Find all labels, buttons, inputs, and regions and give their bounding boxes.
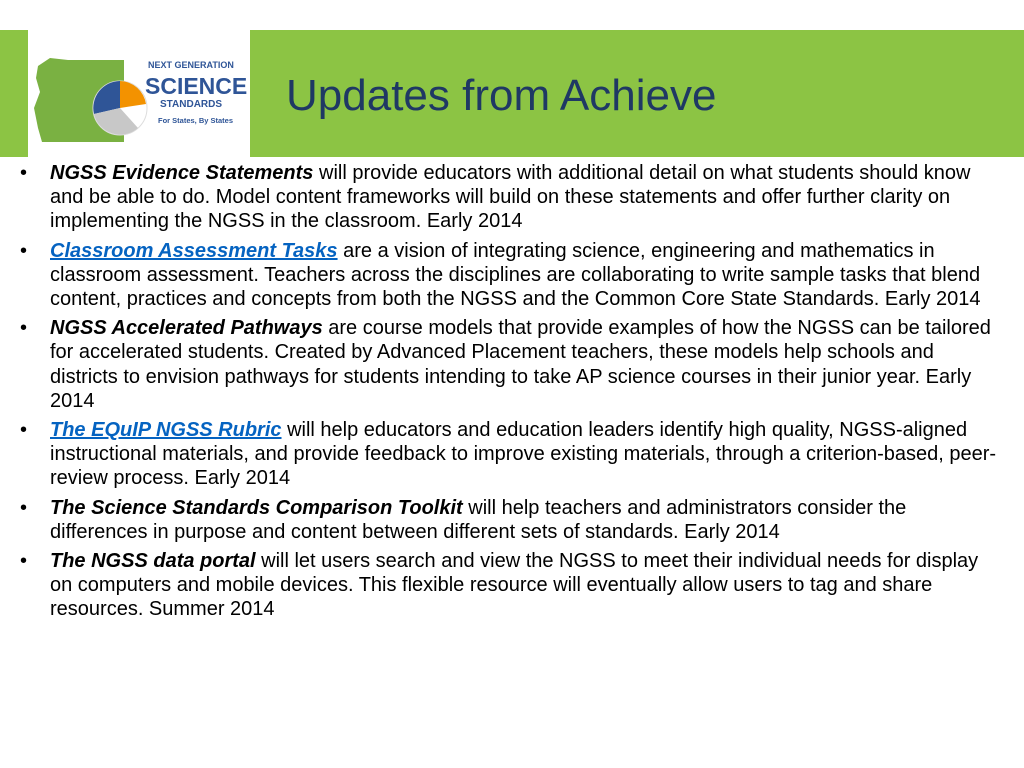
- list-item: [20, 418, 1005, 491]
- item-description: will let users search and view the NGSS to meet their individual needs for display on computers and mobile devices. This flexible resource will eventually allow users to tag and share resources. Summer 2014: [50, 550, 979, 621]
- emblem-orange-slice: [120, 81, 146, 108]
- list-item: [20, 161, 1005, 234]
- slide-title: Updates from Achieve: [286, 71, 717, 120]
- item-description: will help educators and education leaders identify high quality, NGSS-aligned instructional materials, and provide feedback to improve existing materials, through a criterion-based, peer-review process. Early 2014: [50, 419, 997, 490]
- slide-body: [20, 161, 1005, 627]
- logo-line3: STANDARDS: [160, 99, 223, 110]
- item-term-link[interactable]: The EQuIP NGSS Rubric: [50, 419, 282, 442]
- bullet-icon: •: [20, 239, 28, 262]
- bullet-icon: •: [20, 496, 28, 519]
- item-term: The Science Standards Comparison Toolkit: [50, 496, 463, 519]
- list-item: [20, 549, 1005, 622]
- bullet-icon: •: [20, 550, 28, 573]
- logo-line1: NEXT GENERATION: [148, 60, 234, 70]
- bullet-icon: •: [20, 317, 28, 340]
- item-term-link[interactable]: Classroom Assessment Tasks: [50, 239, 338, 262]
- item-term: NGSS Evidence Statements: [50, 162, 314, 184]
- logo-line2: SCIENCE: [145, 73, 248, 99]
- list-item: [20, 239, 1005, 312]
- list-item: [20, 316, 1005, 413]
- logo-line4: For States, By States: [158, 116, 234, 125]
- ngss-logo-graphic: [28, 30, 250, 157]
- item-description: will help teachers and administrators consider the differences in purpose and content between different sets of standards. Early 2014: [50, 496, 907, 543]
- list-item: [20, 496, 1005, 544]
- updates-list: [20, 161, 1005, 622]
- item-term: NGSS Accelerated Pathways: [50, 317, 323, 340]
- bullet-icon: •: [20, 162, 28, 184]
- item-description: are a vision of integrating science, engineering and mathematics in classroom assessment. Teachers across the disciplines are collaborating to write sample tasks that blend content, practices and concepts from both the NGSS and the Common Core State Standards. Early 2014: [50, 239, 981, 311]
- ngss-logo: [28, 30, 250, 157]
- bullet-icon: •: [20, 419, 28, 442]
- item-description: will provide educators with additional detail on what students should know and be able to do. Model content frameworks will build on these statements and offer further clarity on implementing the NGSS in the classroom. Early 2014: [50, 162, 971, 233]
- item-term: The NGSS data portal: [50, 550, 256, 573]
- item-description: are course models that provide examples of how the NGSS can be tailored for accelerated students. Created by Advanced Placement teachers, these models help schools and districts to envision pathways for students intending to take AP science courses in their junior year. Early 2014: [50, 317, 991, 412]
